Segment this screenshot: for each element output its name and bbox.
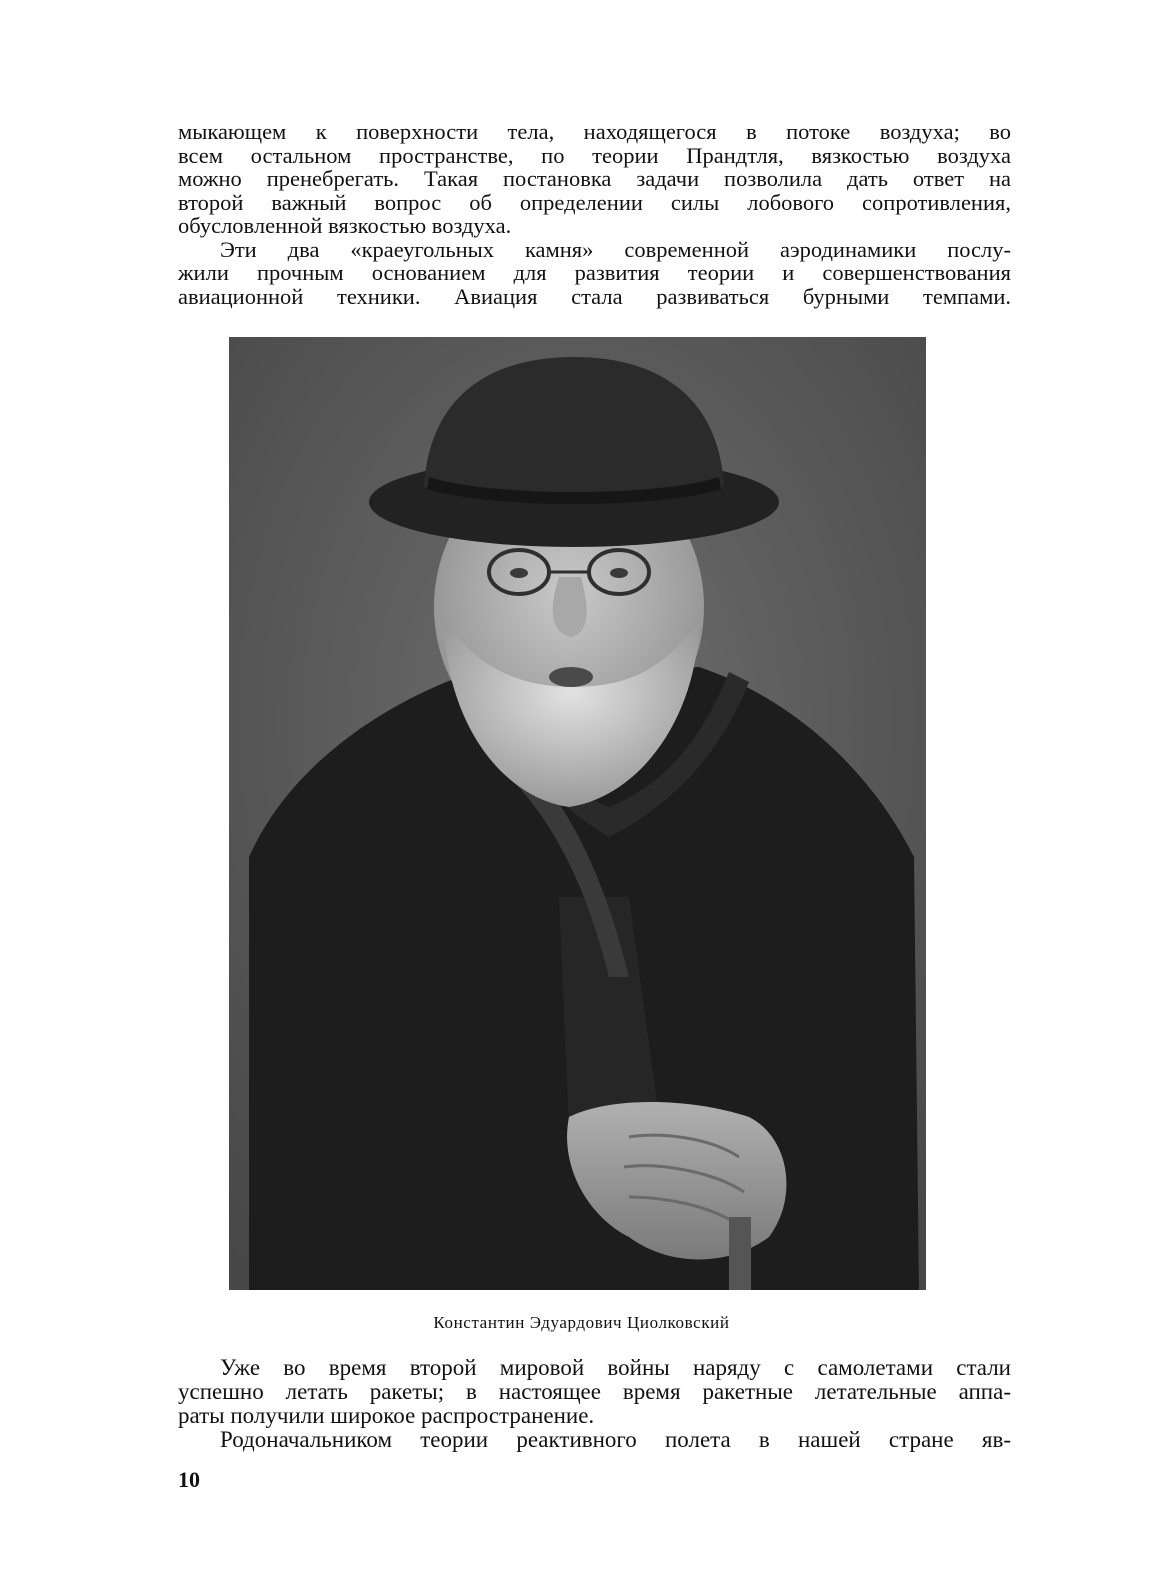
portrait-illustration <box>229 337 926 1290</box>
bottom-text-block <box>178 1356 1011 1452</box>
paragraph-1 <box>178 120 1011 238</box>
nose-shape <box>553 577 587 637</box>
text-line: второй важный вопрос об определении силы лобового сопротивления, <box>178 189 1011 215</box>
text-line: раты получили широкое распространение. <box>178 1403 595 1428</box>
text-line: авиационной техники. Авиация стала развиваться бурными темпами. <box>178 283 1011 309</box>
text-line: Эти два «краеугольных камня» современной аэродинамики послу- <box>220 236 1011 262</box>
paragraph-2 <box>178 238 1011 309</box>
left-eye <box>510 568 528 578</box>
text-line: мыкающем к поверхности тела, находящегося в потоке воздуха; во <box>178 119 1011 144</box>
paragraph-3 <box>178 1356 1011 1428</box>
text-line: можно пренебрегать. Такая постановка задачи позволила дать ответ на <box>178 166 1011 191</box>
paragraph-4 <box>178 1428 1011 1452</box>
text-line: Уже во время второй мировой войны наряду с самолетами стали <box>220 1355 1011 1380</box>
text-line: жили прочным основанием для развития теории и совершенствования <box>178 260 1011 285</box>
cane-shape <box>729 1217 751 1290</box>
text-line: Родоначальником теории реактивного полета в нашей стране яв- <box>220 1427 1011 1452</box>
text-line: успешно летать ракеты; в настоящее время ракетные летательные аппа- <box>178 1379 1011 1404</box>
photo-caption: Константин Эдуардович Циолковский <box>433 1313 730 1332</box>
text-line: обусловленной вязкостью воздуха. <box>178 213 512 238</box>
mouth-shape <box>549 667 593 687</box>
portrait-photo <box>229 337 926 1290</box>
page-number: 10 <box>178 1467 200 1492</box>
text-line: всем остальном пространстве, по теории Прандтля, вязкостью воздуха <box>178 142 1011 168</box>
top-text-block <box>178 120 1011 308</box>
right-eye <box>610 568 628 578</box>
